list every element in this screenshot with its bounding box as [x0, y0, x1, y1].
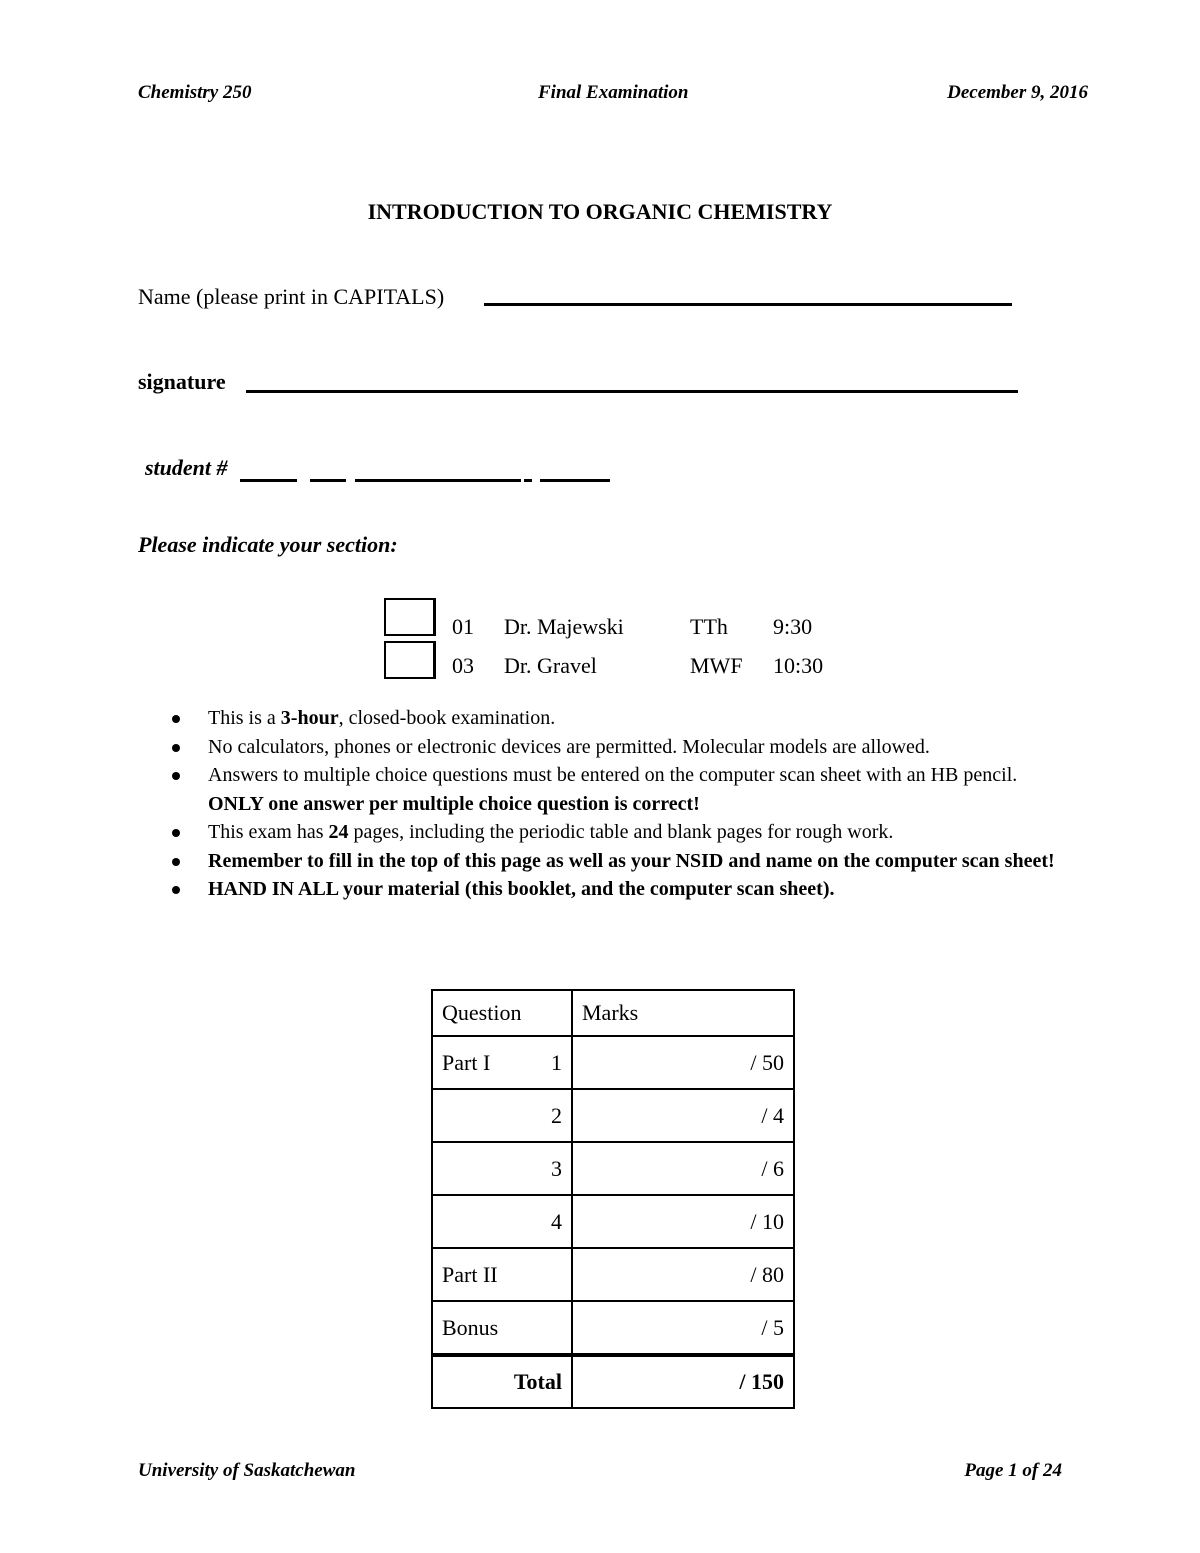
question-number: 2: [551, 1102, 562, 1128]
bullet-icon: [172, 715, 180, 723]
instruction-item: Remember to fill in the top of this page as well as your NSID and name on the computer scan sheet!: [172, 847, 1072, 876]
section-prompt: Please indicate your section:: [138, 532, 398, 557]
instruction-item: No calculators, phones or electronic devices are permitted. Molecular models are allowed.: [172, 733, 1072, 762]
table-row: [432, 1301, 794, 1355]
instruction-item: Answers to multiple choice questions must be entered on the computer scan sheet with an HB pencil. ONLY one answer per multiple choice question is correct!: [172, 761, 1072, 818]
marks-cell[interactable]: / 6: [572, 1142, 794, 1195]
marks-cell[interactable]: / 5: [572, 1301, 794, 1355]
name-line[interactable]: [484, 303, 1012, 306]
section-number: 03: [452, 653, 474, 678]
section-days: MWF: [690, 653, 743, 678]
name-label: Name (please print in CAPITALS): [138, 284, 445, 309]
column-header-marks: Marks: [572, 990, 794, 1036]
header-date: December 9, 2016: [947, 82, 1088, 103]
table-row: [432, 1089, 794, 1142]
table-row: [432, 1036, 794, 1089]
table-header-row: [432, 990, 794, 1036]
question-number: 3: [551, 1155, 562, 1181]
section-days: TTh: [690, 614, 728, 639]
section-03-checkbox[interactable]: [384, 641, 436, 679]
header-exam-type: Final Examination: [538, 82, 689, 103]
bullet-icon: [172, 744, 180, 752]
signature-line[interactable]: [246, 390, 1018, 393]
section-time: 9:30: [773, 614, 813, 639]
part-label: Part I: [442, 1049, 491, 1075]
bullet-icon: [172, 829, 180, 837]
total-label: Total: [432, 1355, 572, 1408]
instructions-list: [172, 704, 1072, 904]
footer-university: University of Saskatchewan: [138, 1460, 356, 1481]
total-row: [432, 1355, 794, 1408]
section-01-checkbox[interactable]: [384, 598, 436, 636]
marks-cell[interactable]: / 10: [572, 1195, 794, 1248]
bullet-icon: [172, 886, 180, 894]
table-row: [432, 1142, 794, 1195]
section-instructor: Dr. Majewski: [504, 614, 624, 639]
instruction-item: This exam has 24 pages, including the periodic table and blank pages for rough work.: [172, 818, 1072, 847]
marks-cell[interactable]: / 80: [572, 1248, 794, 1301]
marks-cell[interactable]: / 50: [572, 1036, 794, 1089]
question-number: 4: [551, 1208, 562, 1234]
bullet-icon: [172, 772, 180, 780]
section-number: 01: [452, 614, 474, 639]
bullet-icon: [172, 858, 180, 866]
part-label: Bonus: [442, 1314, 499, 1340]
instruction-item: HAND IN ALL your material (this booklet, and the computer scan sheet).: [172, 875, 1072, 904]
table-row: [432, 1195, 794, 1248]
footer-page-number: Page 1 of 24: [964, 1460, 1062, 1481]
column-header-question: Question: [432, 990, 572, 1036]
header-course: Chemistry 250: [138, 82, 252, 103]
student-number-label: student #: [145, 455, 228, 480]
section-instructor: Dr. Gravel: [504, 653, 597, 678]
exam-title: INTRODUCTION TO ORGANIC CHEMISTRY: [367, 199, 833, 224]
instruction-item: This is a 3-hour, closed-book examination.: [172, 704, 1072, 733]
table-row: [432, 1248, 794, 1301]
marks-cell[interactable]: / 4: [572, 1089, 794, 1142]
marks-table: [431, 989, 795, 1409]
section-time: 10:30: [773, 653, 824, 678]
part-label: Part II: [442, 1261, 498, 1287]
total-marks-cell[interactable]: / 150: [572, 1355, 794, 1408]
question-number: 1: [551, 1049, 562, 1075]
signature-label: signature: [138, 369, 226, 394]
